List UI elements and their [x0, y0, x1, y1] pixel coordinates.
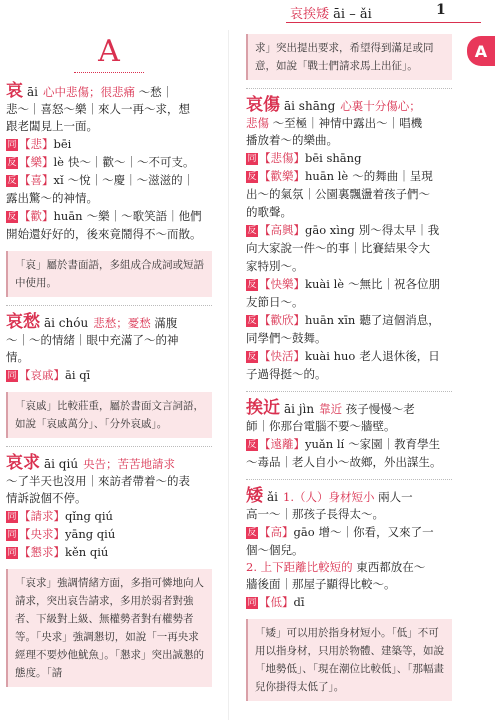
antonym-pinyin: gāo xìng	[305, 223, 355, 237]
antonym-pinyin: kuài lè	[305, 277, 345, 291]
example: ～了半天也沒用｜來訪者帶着～的表	[6, 474, 190, 488]
pinyin: āi shāng	[284, 99, 336, 113]
antonym-word: 【遠離】	[259, 437, 305, 451]
synonym-word: 【懇求】	[19, 545, 65, 559]
antonym-example: 快～｜歡～｜～不可支。	[67, 155, 195, 169]
antonym-word: 【高】	[259, 525, 294, 539]
header-range-headwords: 哀挨矮	[290, 7, 330, 22]
synonym-pinyin: āi qī	[65, 368, 91, 382]
example: ～至極｜神情中露出～｜唱機	[272, 116, 423, 130]
entry-aichou	[6, 314, 212, 438]
antonym-example: ～樂｜～歌笑語｜他們	[86, 209, 202, 223]
synonym-tag: 同	[7, 548, 17, 558]
usage-note: 「矮」可以用於指身材短小。「低」不可用以指身材，只用於物體、建築等，如說「地勢低」、「現在潮位比較低」、「那幅畫兒你掛得太低了」。	[246, 619, 452, 701]
usage-note-continued: 求」突出提出要求，希望得到滿足或同意，如說「戰士們請求馬上出征」。	[246, 34, 452, 80]
entry-aijin	[246, 400, 452, 471]
antonym-example-cont: 家特別～。	[246, 259, 304, 273]
synonym-pinyin: qǐng qiú	[65, 509, 113, 523]
right-column	[246, 32, 452, 705]
antonym-word: 【樂】	[19, 155, 54, 169]
synonym-tag: 同	[247, 598, 257, 608]
antonym-example: ～的舞曲｜呈現	[352, 169, 433, 183]
synonym-tag: 同	[7, 140, 17, 150]
synonym-word: 【悲傷】	[259, 151, 305, 165]
antonym-word: 【歡】	[19, 209, 54, 223]
pinyin: āi jìn	[284, 402, 315, 416]
definition: 心中悲傷；很悲痛	[43, 85, 135, 99]
entry-separator	[246, 391, 452, 392]
definition-cont: 悲傷	[246, 116, 269, 130]
antonym-example: ～家園｜教育學生	[348, 437, 441, 451]
synonym-word: 【央求】	[19, 527, 65, 541]
example: 東西都放在～	[356, 560, 426, 574]
antonym-word: 【喜】	[19, 173, 54, 187]
example: 情。	[6, 350, 29, 364]
headword: 挨近	[246, 398, 280, 418]
antonym-example-cont: 個～個兒。	[246, 543, 304, 557]
headword: 哀	[6, 81, 23, 101]
synonym-pinyin: bēi	[53, 137, 72, 151]
example: 情訴說個不停。	[6, 491, 87, 505]
synonym-pinyin: bēi shāng	[305, 151, 362, 165]
entry-aiqiu	[6, 455, 212, 687]
antonym-example: ～無比｜祝各位朋	[348, 277, 441, 291]
pinyin: ǎi	[267, 490, 278, 504]
entry-separator	[246, 479, 452, 480]
antonym-word: 【歡樂】	[259, 169, 305, 183]
antonym-word: 【快樂】	[259, 277, 305, 291]
antonym-example: 聽了這個消息，	[359, 313, 440, 327]
header-rule	[286, 22, 481, 23]
antonym-example-cont: 向大家說一件～的事｜比賽結果令大	[246, 241, 430, 255]
antonym-line	[6, 172, 212, 189]
column-divider	[228, 30, 229, 720]
example: 牆後面｜那屋子顯得比較～。	[246, 577, 396, 591]
definition: 靠近	[319, 402, 343, 416]
entry-ai	[6, 83, 212, 297]
example: 高一～｜那孩子長得太～。	[246, 507, 384, 521]
example: 悲～｜喜怒～樂｜來人一再～求，想	[6, 102, 190, 116]
entry-aishang	[246, 97, 452, 383]
antonym-example-cont: 的歌聲。	[246, 205, 292, 219]
left-column	[6, 32, 212, 691]
synonym-word: 【請求】	[19, 509, 65, 523]
header-range	[290, 3, 372, 22]
antonym-example: 老人退休後，日	[359, 349, 440, 363]
synonym-line	[6, 526, 212, 543]
antonym-pinyin: gāo	[293, 525, 315, 539]
synonym-line	[6, 367, 212, 384]
definition: 心裏十分傷心；	[340, 99, 421, 113]
example: 兩人一	[378, 490, 413, 504]
antonym-example-cont: 子過得挺～的。	[246, 367, 327, 381]
synonym-line	[6, 544, 212, 561]
thumb-index-tab[interactable]: A	[467, 36, 495, 66]
antonym-line	[246, 348, 452, 365]
example: 跟老闆見上一面。	[6, 119, 98, 133]
antonym-pinyin: yuǎn lí	[305, 437, 345, 451]
antonym-example: 增～｜你看，又來了一	[318, 525, 434, 539]
synonym-tag: 同	[247, 154, 257, 164]
antonym-tag: 反	[7, 176, 17, 186]
synonym-word: 【低】	[259, 595, 294, 609]
antonym-example: ～悅｜～慶｜～滋滋的｜	[67, 173, 195, 187]
usage-note: 「哀戚」比較莊重，屬於書面文言詞語，如說「哀戚萬分」、「分外哀戚」。	[6, 392, 212, 438]
synonym-line	[246, 150, 452, 167]
usage-note: 「哀」屬於書面語，多組成合成詞或短語中使用。	[6, 251, 212, 297]
synonym-line	[6, 136, 212, 153]
antonym-tag: 反	[7, 212, 17, 222]
synonym-line	[246, 594, 452, 611]
antonym-example-cont: 露出驚～的神情。	[6, 191, 98, 205]
page-number: 1	[436, 2, 446, 18]
headword: 哀求	[6, 453, 40, 473]
section-letter-rule	[74, 72, 144, 73]
example: 播放着～的樂曲。	[246, 133, 338, 147]
antonym-word: 【高興】	[259, 223, 305, 237]
antonym-line	[246, 436, 452, 453]
pinyin: āi qiú	[44, 457, 79, 471]
antonym-example-cont: ～毒品｜老人自小～故鄉，外出謀生。	[246, 455, 442, 469]
antonym-word: 【歡欣】	[259, 313, 305, 327]
antonym-line	[246, 524, 452, 541]
entry-separator	[246, 88, 452, 89]
antonym-tag: 反	[247, 316, 257, 326]
antonym-line	[246, 312, 452, 329]
synonym-tag: 同	[7, 530, 17, 540]
antonym-example-cont: 友節日～。	[246, 295, 304, 309]
example: ～｜～的情緒｜眼中充滿了～的神	[6, 333, 179, 347]
definition: 悲愁；憂愁	[93, 316, 151, 330]
antonym-pinyin: huān lè	[305, 169, 349, 183]
usage-note: 「哀求」強調情緒方面，多指可憐地向人請求，突出哀告請求，多用於弱者對強者、下級對上級、無權勢者對有權勢者等。「央求」強調懇切，如說「一再央求經理不要炒他魷魚」。「懇求」突出誠懇的態度。「請	[6, 569, 212, 687]
antonym-tag: 反	[247, 280, 257, 290]
antonym-line	[6, 208, 212, 225]
antonym-pinyin: huān	[53, 209, 83, 223]
example: ～愁｜	[138, 85, 174, 99]
example: 滿腹	[154, 316, 178, 330]
entry-separator	[6, 446, 212, 447]
definition: 央告；苦苦地請求	[83, 457, 176, 471]
antonym-pinyin: lè	[53, 155, 64, 169]
antonym-example-cont: 開始還好好的，後來竟鬧得不～而散。	[6, 227, 202, 241]
pinyin: āi	[27, 85, 38, 99]
antonym-line	[6, 154, 212, 171]
antonym-word: 【快活】	[259, 349, 305, 363]
synonym-line	[6, 508, 212, 525]
synonym-pinyin: kěn qiú	[65, 545, 109, 559]
antonym-line	[246, 222, 452, 239]
antonym-line	[246, 276, 452, 293]
synonym-tag: 同	[7, 512, 17, 522]
synonym-pinyin: dī	[293, 595, 305, 609]
antonym-pinyin: huān xīn	[305, 313, 356, 327]
section-letter: A	[98, 34, 120, 69]
headword: 矮	[246, 486, 263, 506]
antonym-tag: 反	[7, 158, 17, 168]
antonym-tag: 反	[247, 528, 257, 538]
entry-separator	[6, 305, 212, 306]
entry-ai3	[246, 488, 452, 701]
synonym-word: 【悲】	[19, 137, 54, 151]
antonym-line	[246, 168, 452, 185]
headword: 哀愁	[6, 312, 40, 332]
header-range-pinyin: āi – ǎi	[333, 7, 372, 22]
antonym-pinyin: kuài huo	[305, 349, 356, 363]
synonym-tag: 同	[7, 371, 17, 381]
pinyin: āi chóu	[44, 316, 89, 330]
sense-2: 2. 上下距離比較短的	[246, 560, 353, 574]
example: 師｜你那台電腦不要～牆壁。	[246, 419, 396, 433]
synonym-word: 【哀戚】	[19, 368, 65, 382]
example: 孩子慢慢～老	[345, 402, 415, 416]
antonym-tag: 反	[247, 440, 257, 450]
synonym-pinyin: yāng qiú	[65, 527, 116, 541]
antonym-tag: 反	[247, 172, 257, 182]
antonym-example-cont: 出～的氣氛｜公園裏飄盪着孩子們～	[246, 187, 430, 201]
antonym-tag: 反	[247, 226, 257, 236]
page-header	[0, 0, 495, 24]
antonym-example-cont: 同學們～鼓舞。	[246, 331, 327, 345]
antonym-example: 別～得太早｜我	[358, 223, 440, 237]
sense-1: 1.（人）身材短小	[283, 490, 375, 504]
antonym-tag: 反	[247, 352, 257, 362]
antonym-pinyin: xǐ	[53, 173, 64, 187]
headword: 哀傷	[246, 95, 280, 115]
